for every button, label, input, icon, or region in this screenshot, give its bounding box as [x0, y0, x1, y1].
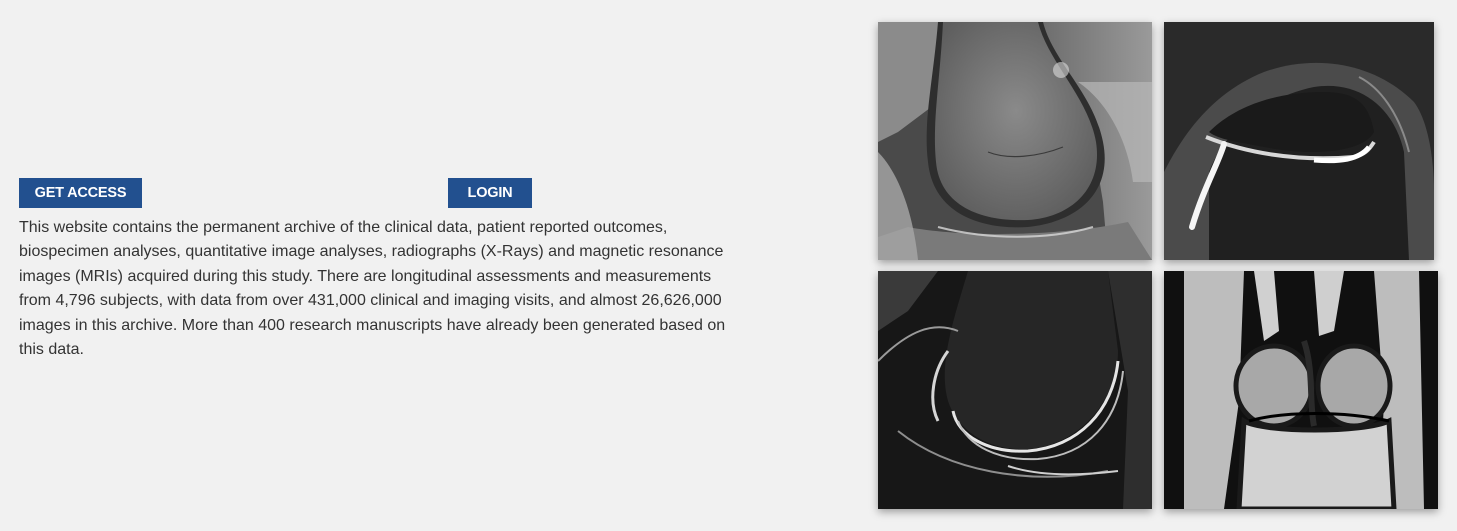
login-button[interactable]: LOGIN	[448, 178, 532, 208]
mri-coronal-graphic	[1164, 271, 1438, 509]
archive-description: This website contains the permanent archive of the clinical data, patient reported outcomes, biospecimen analyses, quantitative image analyses, radiographs (X-Rays) and magnetic resonance images (MRIs) acquired during this study. There are longitudinal assessments and measurements from 4,796 subjects, with data from over 431,000 clinical and imaging visits, and almost 26,626,000 images in this archive. More than 400 research manuscripts have already been generated based on this data.	[19, 219, 726, 359]
mri-image-sagittal-grey	[878, 22, 1152, 260]
mri-sagittal-grey-graphic	[878, 22, 1152, 260]
mri-image-sagittal-dark	[878, 271, 1152, 509]
mri-axial-bright-graphic	[1164, 22, 1434, 260]
get-access-button[interactable]: GET ACCESS	[19, 178, 142, 208]
mri-sagittal-dark-graphic	[878, 271, 1152, 509]
mri-image-coronal	[1164, 271, 1438, 509]
mri-image-axial-bright	[1164, 22, 1434, 260]
